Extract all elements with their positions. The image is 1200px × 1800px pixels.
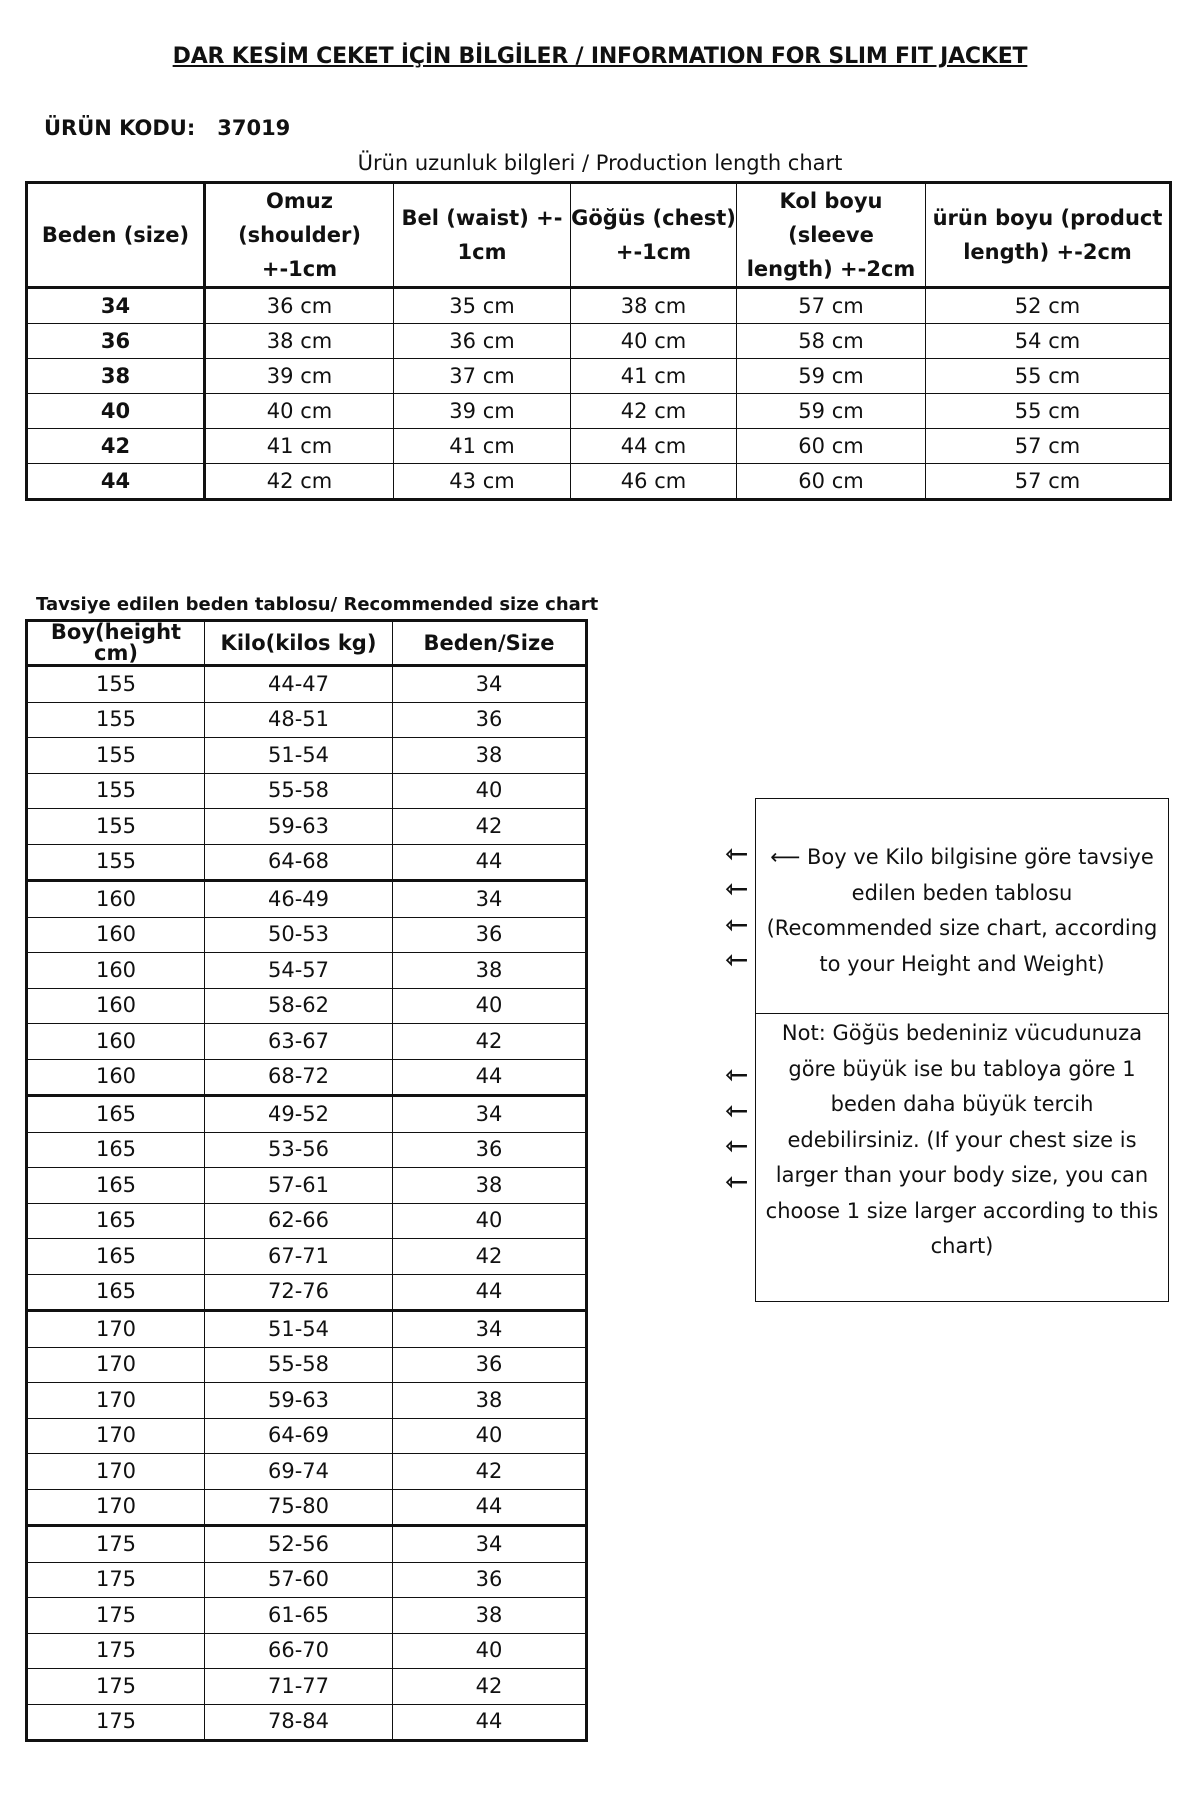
product-code-label: ÜRÜN KODU: <box>44 116 196 140</box>
size-cell: 42 <box>393 1454 587 1490</box>
height-cell: 160 <box>27 881 205 918</box>
size-cell: 40 <box>393 988 587 1024</box>
size-cell: 42 <box>393 1239 587 1275</box>
size-cell: 44 <box>393 1489 587 1526</box>
size-cell: 44 <box>393 844 587 881</box>
weight-cell: 75-80 <box>205 1489 393 1526</box>
header-line: Omuz (shoulder) <box>238 189 361 247</box>
height-cell: 175 <box>27 1526 205 1563</box>
size-cell: 34 <box>393 1311 587 1348</box>
height-cell: 165 <box>27 1274 205 1311</box>
measurement-cell: 57 cm <box>926 429 1171 464</box>
table-row <box>27 1132 587 1168</box>
height-cell: 170 <box>27 1454 205 1490</box>
note-line: to your Height and Weight) <box>819 951 1105 976</box>
header-line: ürün boyu (product <box>932 206 1163 230</box>
measurement-cell: 35 cm <box>394 288 571 324</box>
measurement-cell: 37 cm <box>394 359 571 394</box>
left-arrow-icon: ⇽ <box>725 837 749 870</box>
left-arrow-icon: ⇽ <box>725 1129 749 1162</box>
weight-cell: 63-67 <box>205 1024 393 1060</box>
header-line: 1cm <box>457 240 507 264</box>
weight-cell: 67-71 <box>205 1239 393 1275</box>
size-cell: 40 <box>27 394 205 429</box>
table-row <box>27 1526 587 1563</box>
table-row <box>27 1704 587 1741</box>
recommended-chart-note <box>756 799 1168 1014</box>
measurement-cell: 60 cm <box>737 464 926 500</box>
height-cell: 175 <box>27 1704 205 1741</box>
weight-cell: 78-84 <box>205 1704 393 1741</box>
table-row <box>27 1562 587 1598</box>
weight-cell: 68-72 <box>205 1059 393 1096</box>
table-row <box>27 1454 587 1490</box>
table-row <box>27 809 587 845</box>
weight-cell: 71-77 <box>205 1669 393 1705</box>
size-cell: 34 <box>393 666 587 703</box>
height-cell: 165 <box>27 1132 205 1168</box>
weight-cell: 51-54 <box>205 1311 393 1348</box>
measurement-cell: 38 cm <box>571 288 737 324</box>
weight-cell: 61-65 <box>205 1598 393 1634</box>
table-row <box>27 1024 587 1060</box>
size-cell: 36 <box>393 1562 587 1598</box>
measurement-cell: 55 cm <box>926 359 1171 394</box>
left-arrow-icon: ⇽ <box>725 908 749 941</box>
measurement-cell: 36 cm <box>205 288 394 324</box>
table-row <box>27 953 587 989</box>
height-cell: 175 <box>27 1598 205 1634</box>
weight-cell: 62-66 <box>205 1203 393 1239</box>
height-cell: 175 <box>27 1669 205 1705</box>
header-line: length) +-2cm <box>963 240 1132 264</box>
weight-cell: 52-56 <box>205 1526 393 1563</box>
size-cell: 34 <box>393 1526 587 1563</box>
height-cell: 175 <box>27 1562 205 1598</box>
height-cell: 165 <box>27 1239 205 1275</box>
table-row <box>27 738 587 774</box>
recommended-header-cell: Beden/Size <box>393 621 587 666</box>
table-row <box>27 881 587 918</box>
measurement-cell: 57 cm <box>926 464 1171 500</box>
table-row <box>27 464 1171 500</box>
header-line: +-1cm <box>615 240 692 264</box>
production-length-table <box>25 181 1172 501</box>
height-cell: 170 <box>27 1418 205 1454</box>
measurement-cell: 38 cm <box>205 324 394 359</box>
measurement-cell: 55 cm <box>926 394 1171 429</box>
table-row <box>27 1633 587 1669</box>
table-row <box>27 1347 587 1383</box>
measurement-cell: 39 cm <box>205 359 394 394</box>
size-cell: 40 <box>393 1418 587 1454</box>
height-cell: 160 <box>27 917 205 953</box>
size-cell: 34 <box>393 881 587 918</box>
measurement-cell: 36 cm <box>394 324 571 359</box>
measurement-cell: 59 cm <box>737 394 926 429</box>
recommended-chart-title: Tavsiye edilen beden tablosu/ Recommended size chart <box>36 594 599 615</box>
weight-cell: 66-70 <box>205 1633 393 1669</box>
size-cell: 44 <box>393 1704 587 1741</box>
height-cell: 160 <box>27 988 205 1024</box>
note-line: ⟵ Boy ve Kilo bilgisine göre tavsiye <box>770 845 1154 869</box>
size-cell: 38 <box>393 1168 587 1204</box>
measurement-cell: 46 cm <box>571 464 737 500</box>
table-row <box>27 1239 587 1275</box>
height-cell: 160 <box>27 1024 205 1060</box>
header-line: Beden (size) <box>41 223 190 247</box>
measurement-cell: 60 cm <box>737 429 926 464</box>
height-cell: 165 <box>27 1096 205 1133</box>
note-line: Not: Göğüs bedeniniz vücudunuza <box>781 1021 1143 1045</box>
size-cell: 40 <box>393 1633 587 1669</box>
weight-cell: 46-49 <box>205 881 393 918</box>
chest-size-note <box>756 1014 1168 1265</box>
header-line: length) +-2cm <box>746 257 916 281</box>
note-line: choose 1 size larger according to this <box>765 1198 1159 1223</box>
production-header-cell <box>205 183 394 288</box>
weight-cell: 48-51 <box>205 702 393 738</box>
measurement-cell: 41 cm <box>394 429 571 464</box>
production-header-cell <box>571 183 737 288</box>
table-row <box>27 1096 587 1133</box>
weight-cell: 64-69 <box>205 1418 393 1454</box>
left-arrow-icon: ⇽ <box>725 1058 749 1091</box>
table-row <box>27 666 587 703</box>
production-header-cell <box>737 183 926 288</box>
production-header-cell <box>394 183 571 288</box>
size-cell: 40 <box>393 773 587 809</box>
weight-cell: 44-47 <box>205 666 393 703</box>
weight-cell: 64-68 <box>205 844 393 881</box>
note-line: edebilirsiniz. (If your chest size is <box>787 1127 1137 1152</box>
table-row <box>27 844 587 881</box>
size-cell: 38 <box>393 1598 587 1634</box>
size-cell: 34 <box>393 1096 587 1133</box>
size-cell: 38 <box>393 953 587 989</box>
header-line: Göğüs (chest) <box>571 206 736 230</box>
table-row <box>27 773 587 809</box>
height-cell: 155 <box>27 809 205 845</box>
size-cell: 36 <box>393 702 587 738</box>
note-line: chart) <box>930 1234 994 1258</box>
weight-cell: 72-76 <box>205 1274 393 1311</box>
size-cell: 42 <box>27 429 205 464</box>
table-row <box>27 1418 587 1454</box>
weight-cell: 57-61 <box>205 1168 393 1204</box>
measurement-cell: 41 cm <box>205 429 394 464</box>
header-line: Bel (waist) +- <box>401 206 563 230</box>
height-cell: 155 <box>27 844 205 881</box>
size-cell: 38 <box>27 359 205 394</box>
height-cell: 170 <box>27 1383 205 1419</box>
size-cell: 42 <box>393 809 587 845</box>
height-cell: 165 <box>27 1168 205 1204</box>
page-title: DAR KESİM CEKET İÇİN BİLGİLER / INFORMATION FOR SLIM FIT JACKET <box>172 44 1028 69</box>
height-cell: 170 <box>27 1311 205 1348</box>
size-cell: 36 <box>27 324 205 359</box>
measurement-cell: 40 cm <box>571 324 737 359</box>
header-line: +-1cm <box>261 257 338 281</box>
height-cell: 155 <box>27 666 205 703</box>
weight-cell: 57-60 <box>205 1562 393 1598</box>
height-cell: 175 <box>27 1633 205 1669</box>
production-header-cell <box>27 183 205 288</box>
note-box <box>755 798 1169 1302</box>
size-cell: 36 <box>393 1132 587 1168</box>
table-row <box>27 359 1171 394</box>
left-arrow-icon: ⇽ <box>725 1094 749 1127</box>
weight-cell: 59-63 <box>205 809 393 845</box>
recommended-header-cell: Kilo(kilos kg) <box>205 621 393 666</box>
size-cell: 40 <box>393 1203 587 1239</box>
table-row <box>27 1203 587 1239</box>
size-cell: 44 <box>27 464 205 500</box>
table-row <box>27 1311 587 1348</box>
table-row <box>27 324 1171 359</box>
table-row <box>27 429 1171 464</box>
product-code-value: 37019 <box>217 116 291 140</box>
measurement-cell: 54 cm <box>926 324 1171 359</box>
size-cell: 34 <box>27 288 205 324</box>
note-line: (Recommended size chart, according <box>766 916 1158 940</box>
height-cell: 170 <box>27 1489 205 1526</box>
weight-cell: 55-58 <box>205 773 393 809</box>
table-row <box>27 1168 587 1204</box>
recommended-size-table <box>25 619 588 1742</box>
size-cell: 44 <box>393 1059 587 1096</box>
table-row <box>27 1489 587 1526</box>
table-row <box>27 1383 587 1419</box>
table-row <box>27 1669 587 1705</box>
measurement-cell: 44 cm <box>571 429 737 464</box>
weight-cell: 58-62 <box>205 988 393 1024</box>
table-row <box>27 917 587 953</box>
table-row <box>27 702 587 738</box>
size-cell: 38 <box>393 738 587 774</box>
note-line: larger than your body size, you can <box>775 1163 1149 1187</box>
weight-cell: 49-52 <box>205 1096 393 1133</box>
measurement-cell: 42 cm <box>571 394 737 429</box>
product-code-row <box>44 116 290 140</box>
weight-cell: 55-58 <box>205 1347 393 1383</box>
size-cell: 42 <box>393 1024 587 1060</box>
note-line: beden daha büyük tercih <box>830 1092 1094 1116</box>
measurement-cell: 59 cm <box>737 359 926 394</box>
size-cell: 36 <box>393 1347 587 1383</box>
height-cell: 160 <box>27 1059 205 1096</box>
recommended-header-cell: Boy(height cm) <box>27 621 205 666</box>
note-line: göre büyük ise bu tabloya göre 1 <box>788 1056 1136 1081</box>
table-row <box>27 1059 587 1096</box>
weight-cell: 51-54 <box>205 738 393 774</box>
height-cell: 165 <box>27 1203 205 1239</box>
weight-cell: 53-56 <box>205 1132 393 1168</box>
weight-cell: 50-53 <box>205 917 393 953</box>
table-row <box>27 1598 587 1634</box>
header-line: Kol boyu (sleeve <box>779 189 883 247</box>
measurement-cell: 57 cm <box>737 288 926 324</box>
size-cell: 38 <box>393 1383 587 1419</box>
left-arrow-icon: ⇽ <box>725 943 749 976</box>
measurement-cell: 43 cm <box>394 464 571 500</box>
weight-cell: 59-63 <box>205 1383 393 1419</box>
weight-cell: 54-57 <box>205 953 393 989</box>
table-row <box>27 988 587 1024</box>
left-arrow-icon: ⇽ <box>725 872 749 905</box>
size-cell: 36 <box>393 917 587 953</box>
note-line: edilen beden tablosu <box>851 880 1073 905</box>
measurement-cell: 58 cm <box>737 324 926 359</box>
measurement-cell: 41 cm <box>571 359 737 394</box>
height-cell: 170 <box>27 1347 205 1383</box>
height-cell: 155 <box>27 702 205 738</box>
left-arrow-icon: ⇽ <box>725 1165 749 1198</box>
measurement-cell: 40 cm <box>205 394 394 429</box>
height-cell: 155 <box>27 773 205 809</box>
size-cell: 42 <box>393 1669 587 1705</box>
measurement-cell: 39 cm <box>394 394 571 429</box>
measurement-cell: 52 cm <box>926 288 1171 324</box>
table-row <box>27 394 1171 429</box>
height-cell: 160 <box>27 953 205 989</box>
measurement-cell: 42 cm <box>205 464 394 500</box>
size-cell: 44 <box>393 1274 587 1311</box>
production-header-cell <box>926 183 1171 288</box>
height-cell: 155 <box>27 738 205 774</box>
production-chart-title: Ürün uzunluk bilgleri / Production length chart <box>357 151 843 175</box>
table-row <box>27 1274 587 1311</box>
weight-cell: 69-74 <box>205 1454 393 1490</box>
table-row <box>27 288 1171 324</box>
